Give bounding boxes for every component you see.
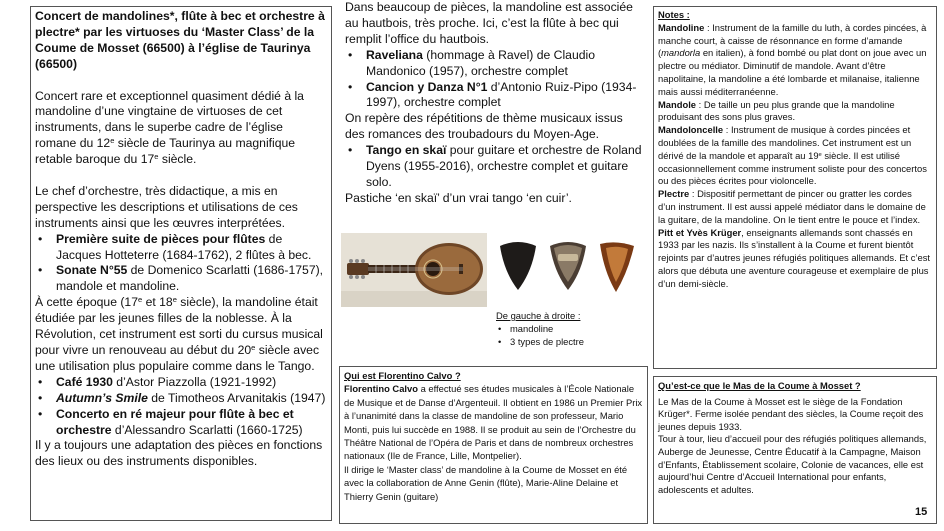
program-continued xyxy=(345,0,645,215)
intro-paragraph: Concert rare et exceptionnel quasiment dédié à la mandoline d’une vingtaine de virtuoses de cet instruments, dans le superbe cadre de l’église romane du 12e siècle de Taurinya au magnifique retable baroque du 17e siècle. xyxy=(35,88,304,167)
program-list-2 xyxy=(35,375,327,439)
mas-paragraph-1: Le Mas de la Coume à Mosset est le siège de la Fondation Krüger*. Ferme isolée pendant des siècles, la Coume reçoit des jeunes depuis 1933. xyxy=(658,395,924,432)
list-item: • 3 types de plectre xyxy=(496,335,646,348)
chef-paragraph: Le chef d’orchestre, très didactique, a mis en perspective les descriptions et utilisations de ces instruments ainsi que les œuvres interprétées. xyxy=(35,183,298,230)
note-kruger: Pitt et Yvès Krüger, enseignants allemands sont chassés en 1933 par les nazis. Ils s’installent à la Coume et furent bientôt rejoints par d’autres jeunes réfugiés politiques allemands. Et c’est alors que débuta une aventure courageuse et exemplaire de plus d’un demi-siècle. xyxy=(658,226,931,289)
repere-paragraph: On repère des répétitions de thème musicaux issus des romances des troubadours du Moyen-Age. xyxy=(345,111,623,142)
plectrum-icon xyxy=(550,242,586,290)
florentino-calvo-box xyxy=(339,366,648,524)
mandolin-icon xyxy=(341,233,487,307)
mandolin-photo xyxy=(341,233,487,307)
notes-box xyxy=(653,6,937,369)
list-item: • Première suite de pièces pour flûtes de Jacques Hotteterre (1684-1762), 2 flûtes à bec. xyxy=(35,232,327,264)
list-item: • Autumn’s Smile de Timotheos Arvanitakis (1947) xyxy=(35,391,327,407)
note-plectre: Plectre : Dispositif permettant de pincer ou gratter les cordes d’un instrument. Il est aussi appelé médiator dans le domaine de la guitare, de la mandoline. On le tient entre le pouce et l’index. xyxy=(658,188,926,225)
note-mandoline: Mandoline : Instrument de la famille du luth, à cordes pincées, à manche court, à caisse de résonnance en forme d’amande (mandorla en italien), à fond bombé ou plat dont on joue avec un plectre ou médiator. Diminutif de mandole. Avant d’être napolitaine, la mandoline a été lombarde et milanaise, italienne mais aussi méditerranéenne. xyxy=(658,21,927,97)
concert-title: Concert de mandolines*, flûte à bec et orchestre à plectre* par les virtuoses du ‘Master Class’ de la Coume de Mosset (66500) à l’église de Taurinya (66500) xyxy=(35,9,325,71)
page-number: 15 xyxy=(915,506,928,518)
note-mandole: Mandole : De taille un peu plus grande que la mandoline produisant des sons plus graves. xyxy=(658,98,895,123)
outro-paragraph: Il y a toujours une adaptation des pièces en fonctions des lieux ou des instruments disponibles. xyxy=(35,438,323,469)
list-item: • Cancion y Danza N°1 d’Antonio Ruiz-Pipo (1934-1997), orchestre complet xyxy=(345,80,645,112)
list-item: • Café 1930 d’Astor Piazzolla (1921-1992) xyxy=(35,375,327,391)
mas-heading: Qu’est-ce que le Mas de la Coume à Mosset ? xyxy=(658,380,861,391)
list-item: • Tango en skaï pour guitare et orchestre de Roland Dyens (1955-2016), orchestre complet et guitare solo. xyxy=(345,143,645,191)
mas-paragraph-2: Tour à tour, lieu d’accueil pour des réfugiés politiques allemands, Auberge de Jeunesse, Centre Éducatif à la Campagne, Maison d’Enfants, Établissement scolaire, Colonie de vacances, elle est aujourd’hui Centre d’Accueil International pour enfants, adolescents et adultes. xyxy=(658,433,927,495)
program-list-4 xyxy=(345,143,645,191)
plectrum-photos xyxy=(496,238,646,296)
concert-review-panel xyxy=(30,6,332,521)
notes-heading: Notes : xyxy=(658,9,690,20)
caption-list xyxy=(496,322,646,348)
florentino-bio: Florentino Calvo a effectué ses études musicales à l’École Nationale de Musique et de Danse d’Argenteuil. Il obtient en 1986 un Premier Prix à l’unanimité dans la classe de mandoline de son professeur, Mario Monti, puis lui succède en 1988. Il se produit au sein de l’Orchestre du Théâtre National de l’Opéra de Paris et dans de nombreux orchestres nationaux (Ile de France, Lille, Montpelier). xyxy=(344,383,643,462)
list-item: • Sonate N°55 de Domenico Scarlatti (1686-1757), mandole et mandoline. xyxy=(35,263,327,295)
florentino-masterclass: Il dirige le ‘Master class’ de mandoline à la Coume de Mosset en été avec la collaboration de Anne Genin (flûte), Marie-Aline Delaine et Thierry Genin (guitare) xyxy=(344,463,628,502)
list-item: • Raveliana (hommage à Ravel) de Claudio Mandonico (1957), orchestre complet xyxy=(345,48,645,80)
plectrum-icon xyxy=(600,242,634,292)
program-list-3 xyxy=(345,48,645,112)
list-item: • mandoline xyxy=(496,322,646,335)
photo-caption xyxy=(496,309,646,348)
list-item: • Concerto en ré majeur pour flûte à bec et orchestre d’Alessandro Scarlatti (1660-1725) xyxy=(35,407,327,439)
mas-coume-box xyxy=(653,376,937,524)
hautbois-paragraph: Dans beaucoup de pièces, la mandoline est associée au hautbois, très proche. Ici, c’est la flûte à bec qui remplit l’office du hautbois. xyxy=(345,0,633,46)
caption-title: De gauche à droite : xyxy=(496,310,581,321)
program-list-1 xyxy=(35,232,327,296)
note-mandoloncelle: Mandoloncelle : Instrument de musique à cordes pincées et doublées de la famille des mandolines. Cet instrument est un dérivé de la mandole et apparaît au 19e siècle. Il est utilisé occasionnellement comme instrument soliste pour des concertos ou des pièces écrites pour violoncelle. xyxy=(658,124,927,187)
epoque-paragraph: À cette époque (17e et 18e siècle), la mandoline était étudiée par les jeunes filles de la noblesse. À la Révolution, cet instrument est sorti du cursus musical pour vivre un renouveau au début du 20e siècle avec une utilisation plus populaire comme dans le Tango. xyxy=(35,295,323,373)
florentino-heading: Qui est Florentino Calvo ? xyxy=(344,370,461,381)
pastiche-paragraph: Pastiche ‘en skaï’ d’un vrai tango ‘en cuir’. xyxy=(345,190,572,205)
plectrum-icon xyxy=(500,242,536,290)
